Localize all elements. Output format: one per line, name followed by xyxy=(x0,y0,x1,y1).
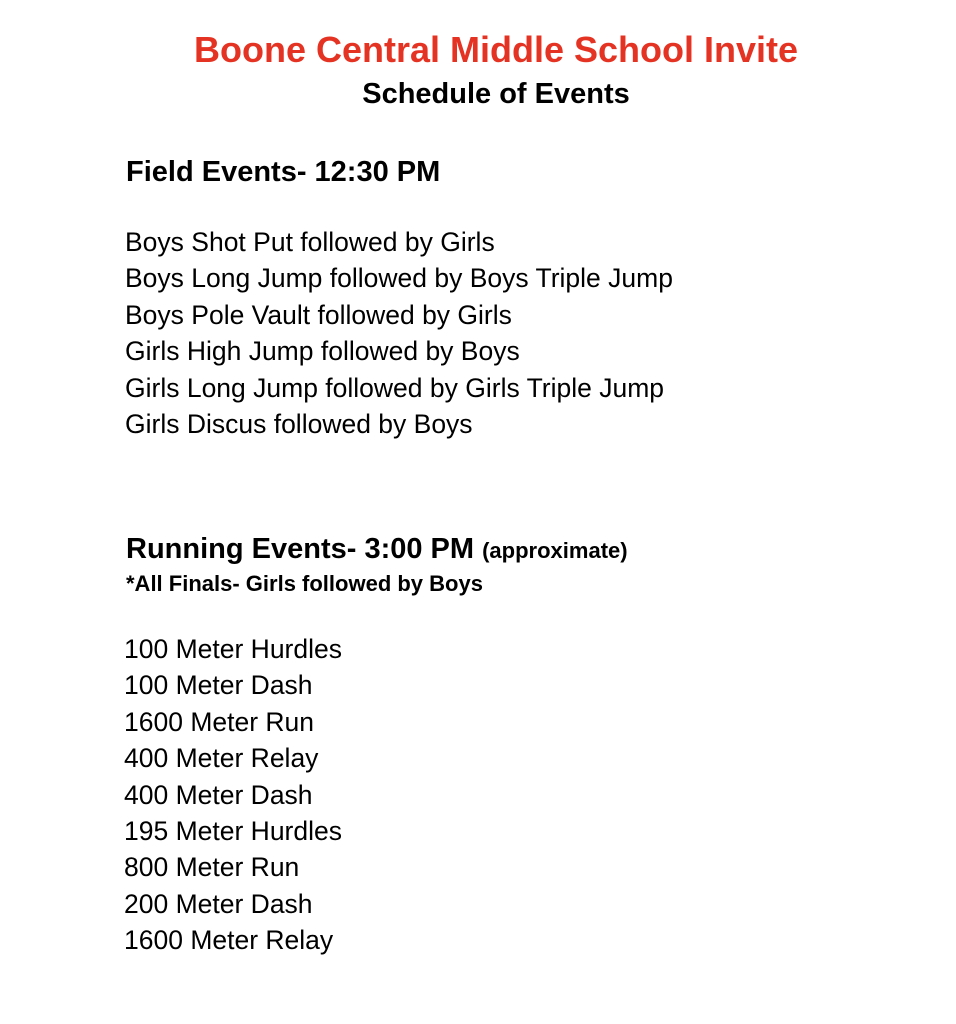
field-events-heading xyxy=(126,155,440,189)
list-item: 1600 Meter Run xyxy=(124,706,315,737)
field-events-heading-text: Field Events- 12:30 PM xyxy=(126,156,441,188)
running-events-heading xyxy=(126,532,628,568)
list-item: Girls High Jump followed by Boys xyxy=(125,336,520,367)
running-events-list xyxy=(124,631,342,959)
list-item: 400 Meter Dash xyxy=(124,779,313,810)
list-item: 400 Meter Relay xyxy=(124,743,319,774)
list-item: Girls Long Jump followed by Girls Triple Jump xyxy=(125,372,665,403)
field-events-list xyxy=(125,224,673,442)
list-item: 195 Meter Hurdles xyxy=(124,816,342,847)
list-item: Boys Long Jump followed by Boys Triple Jump xyxy=(125,263,673,294)
list-item: 100 Meter Dash xyxy=(124,670,313,701)
list-item: 800 Meter Run xyxy=(124,852,300,883)
list-item: 200 Meter Dash xyxy=(124,888,313,919)
list-item: Boys Pole Vault followed by Girls xyxy=(125,299,512,330)
list-item: 1600 Meter Relay xyxy=(124,925,334,956)
list-item: 100 Meter Hurdles xyxy=(124,634,342,664)
list-item: Boys Shot Put followed by Girls xyxy=(125,227,495,257)
finals-note: *All Finals- Girls followed by Boys xyxy=(126,571,483,596)
running-events-heading-text: Running Events- 3:00 PM xyxy=(126,533,475,565)
list-item: Girls Discus followed by Boys xyxy=(125,409,473,440)
running-events-heading-note: (approximate) xyxy=(482,538,628,563)
page-title: Boone Central Middle School Invite xyxy=(193,29,799,70)
page-subtitle: Schedule of Events xyxy=(362,78,630,110)
